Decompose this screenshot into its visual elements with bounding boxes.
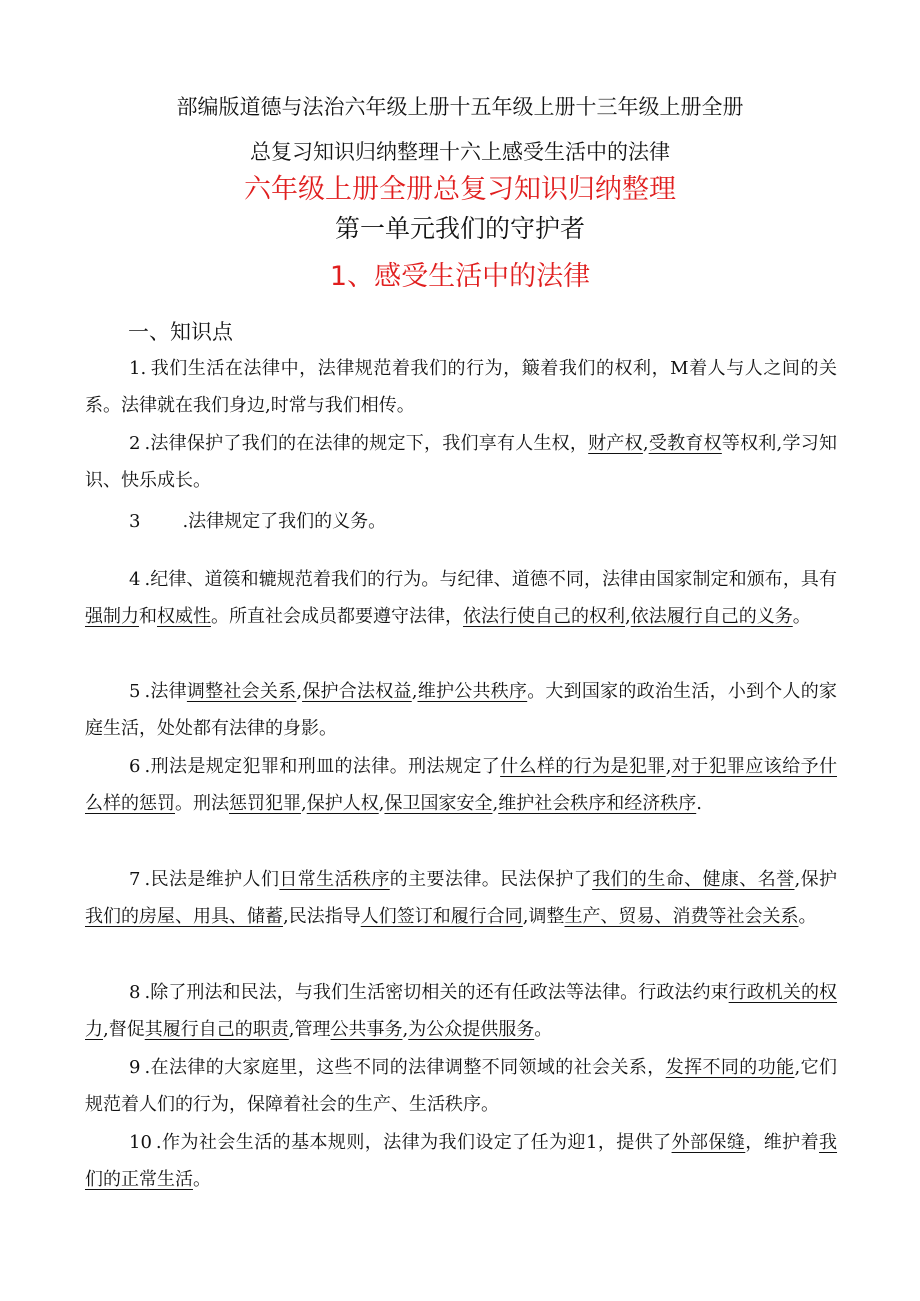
knowledge-point-5 — [85, 673, 837, 747]
knowledge-point-9 — [85, 1049, 837, 1123]
underlined-term: 生产、贸易、消费等社会关系 — [564, 906, 799, 927]
point-number: 2 — [129, 433, 141, 454]
underlined-term: 依法履行自己的义务 — [630, 606, 793, 627]
point-text: , — [301, 793, 307, 814]
point-text: .除了刑法和民法，与我们生活密切相关的还有任政法等法律。行政法约束 — [144, 982, 729, 1003]
point-text: 的主要法律。民法保护了 — [389, 869, 593, 890]
point-text: , — [665, 756, 672, 777]
point-text: ,民法指导 — [283, 906, 361, 927]
knowledge-point-7 — [85, 861, 837, 935]
point-text: .法律保护了我们的在法律的规定下，我们享有人生权， — [144, 433, 589, 454]
point-text: .法律规定了我们的义务。 — [182, 511, 387, 532]
point-text: ,调整 — [522, 906, 565, 927]
point-number: 9 — [129, 1057, 141, 1078]
point-number: 7 — [129, 869, 141, 890]
doc-title-line2: 总复习知识归纳整理十六上感受生活中的法律 — [250, 140, 670, 164]
underlined-term: 强制力 — [85, 606, 139, 627]
underlined-term: 外部保缝 — [671, 1132, 746, 1153]
point-text: ,它们规范着人们的行为，保障着社会的生产、生活秩序。 — [85, 1057, 838, 1115]
knowledge-point-6 — [85, 748, 837, 822]
knowledge-point-1 — [85, 350, 837, 424]
point-number: 4 — [129, 569, 141, 590]
underlined-term: 保护合法权益 — [302, 681, 412, 702]
point-text: , — [642, 433, 649, 454]
point-text: 我们生活在法律中，法律规范着我们的行为，簸着我们的权利，M着人与人之间的关系。法律就在我们身边,时常与我们相传。 — [85, 358, 837, 416]
point-text: 。 — [798, 906, 817, 927]
underlined-term: 调整社会关系 — [186, 681, 297, 702]
doc-title-red: 六年级上册全册总复习知识归纳整理 — [244, 174, 676, 205]
point-text: , — [625, 606, 631, 627]
underlined-term: 受教育权 — [648, 433, 722, 454]
underlined-term: 保护人权 — [306, 793, 379, 814]
underlined-term: 依法行使自己的权利 — [463, 606, 625, 627]
point-text: 。大到国家的政治生活，小到个人的家庭生活，处处都有法律的身影。 — [85, 681, 838, 739]
underlined-term: 维护公共秩序 — [417, 681, 528, 702]
lesson-title: 1、感受生活中的法律 — [329, 261, 591, 292]
point-text: 。刑法 — [175, 793, 229, 814]
knowledge-point-3 — [85, 503, 837, 540]
point-text: , — [411, 681, 418, 702]
point-number: 10 — [129, 1132, 152, 1153]
point-text: .民法是维护人们 — [144, 869, 280, 890]
point-number: 6 — [129, 756, 141, 777]
point-text: ，维护着 — [745, 1132, 820, 1153]
doc-title-line1: 部编版道德与法治六年级上册十五年级上册十三年级上册全册 — [176, 95, 744, 119]
underlined-term: 其履行自己的职责 — [144, 1019, 289, 1040]
unit-title: 第一单元我们的守护者 — [334, 214, 585, 243]
underlined-term: 发挥不同的功能 — [665, 1057, 795, 1078]
point-text: 和 — [139, 606, 157, 627]
point-text: .在法律的大家庭里，这些不同的法律调整不同领域的社会关系， — [144, 1057, 666, 1078]
point-text: , — [492, 793, 499, 814]
point-text: 。 — [792, 606, 811, 627]
point-text: ,督促 — [103, 1019, 145, 1040]
point-text: , — [378, 793, 385, 814]
underlined-term: 财产权 — [588, 433, 643, 454]
knowledge-point-4 — [85, 561, 837, 635]
underlined-term: 人们签订和履行合同 — [360, 906, 523, 927]
underlined-term: 我们的正常生活 — [85, 1132, 838, 1190]
point-text: 。所直社会成员都要遵守法律， — [211, 606, 463, 627]
point-text: 。 — [193, 1169, 211, 1190]
point-text: , — [296, 681, 303, 702]
knowledge-point-8 — [85, 974, 837, 1048]
underlined-term: 保卫国家安全 — [384, 793, 493, 814]
underlined-term: 行政机关的权力 — [85, 982, 838, 1040]
underlined-term: 日常生活秩序 — [279, 869, 390, 890]
knowledge-point-10 — [85, 1124, 837, 1198]
underlined-term: 对于犯罪应该给予什么样的惩罚 — [85, 756, 837, 814]
point-number: 1. — [129, 358, 147, 379]
point-number: 3 — [129, 511, 141, 532]
point-text: ,保护 — [794, 869, 838, 890]
underlined-term: 我们的房屋、用具、储蓄 — [85, 906, 283, 927]
underlined-term: 公共事务 — [330, 1019, 403, 1040]
underlined-term: 我们的生命、健康、名誉 — [592, 869, 795, 890]
point-text: .刑法是规定犯罪和刑皿的法律。刑法规定了 — [144, 756, 501, 777]
section-heading: 一、知识点 — [128, 320, 233, 344]
knowledge-point-2 — [85, 425, 837, 499]
underlined-term: 维护社会秩序和经济秩序 — [498, 793, 697, 814]
underlined-term: 什么样的行为是犯罪 — [500, 756, 666, 777]
point-text: .作为社会生活的基本规则，法律为我们设定了任为迎1，提供了 — [155, 1132, 672, 1153]
underlined-term: 惩罚犯罪 — [229, 793, 301, 814]
underlined-term: 权威性 — [157, 606, 211, 627]
point-text: 。 — [534, 1019, 553, 1040]
point-text: ,管理 — [288, 1019, 331, 1040]
underlined-term: 为公众提供服务 — [408, 1019, 535, 1040]
point-text: . — [696, 793, 702, 814]
point-number: 8 — [129, 982, 141, 1003]
point-text: .法律 — [144, 681, 187, 702]
point-text: , — [402, 1019, 409, 1040]
point-number: 5 — [129, 681, 141, 702]
point-text: 等权利,学习知识、快乐成长。 — [85, 433, 837, 491]
point-text: .纪律、道篌和辘规范着我们的行为。与纪律、道德不同，法律由国家制定和颁布，具有 — [144, 569, 837, 590]
